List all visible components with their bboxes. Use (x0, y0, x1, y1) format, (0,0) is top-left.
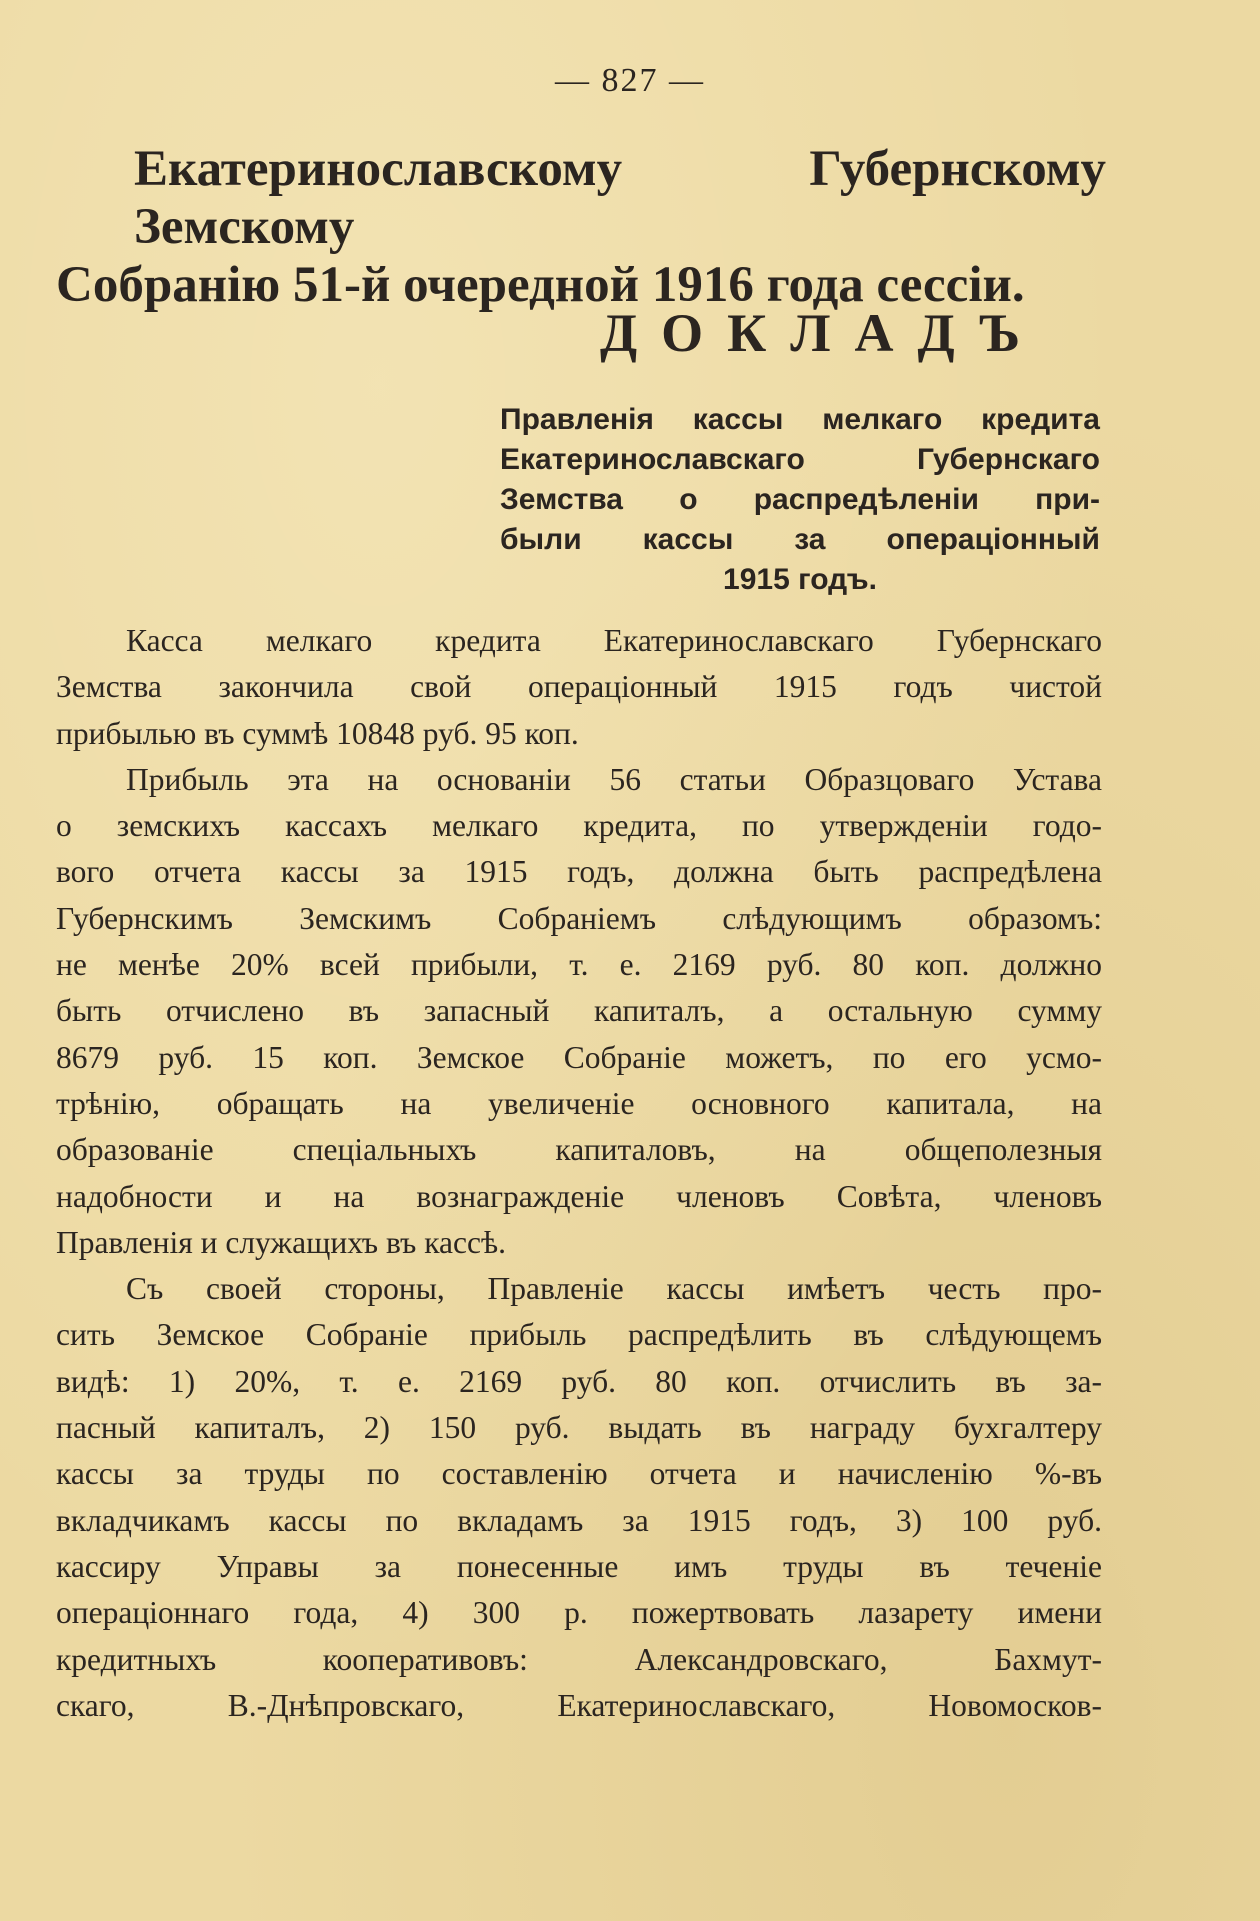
text-line: кредитныхъ кооперативовъ: Александровскаго, Бахмут- (56, 1641, 1102, 1677)
text-line: сить Земское Собраніе прибыль распредѣлить въ слѣдующемъ (56, 1317, 1102, 1353)
page-number: — 827 — (555, 62, 705, 99)
text-line: образованіе спеціальныхъ капиталовъ, на общеполезныя (56, 1132, 1102, 1168)
text-line: Правленія и служащихъ въ кассѣ. (56, 1224, 506, 1260)
text-line: о земскихъ кассахъ мелкаго кредита, по утвержденіи годо- (56, 808, 1102, 844)
text-line: 8679 руб. 15 коп. Земское Собраніе можетъ, по его усмо- (56, 1039, 1102, 1075)
subtitle-line: 1915 годъ. (723, 563, 877, 596)
text-line: кассиру Управы за понесенные имъ труды въ теченіе (56, 1548, 1102, 1584)
text-line: Земства закончила свой операціонный 1915 годъ чистой (56, 669, 1102, 705)
subtitle-line: Екатеринославскаго Губернскаго (500, 443, 1100, 476)
text-line: Съ своей стороны, Правленіе кассы имѣетъ честь про- (126, 1271, 1102, 1307)
subtitle-line: Земства о распредѣленіи при- (500, 483, 1100, 516)
text-line: вкладчикамъ кассы по вкладамъ за 1915 годъ, 3) 100 руб. (56, 1502, 1102, 1538)
text-line: видѣ: 1) 20%, т. е. 2169 руб. 80 коп. отчислить въ за- (56, 1363, 1102, 1399)
text-line: кассы за труды по составленію отчета и начисленію %-въ (56, 1456, 1102, 1492)
document-title: ДОКЛАДЪ (600, 303, 1045, 363)
text-line: вого отчета кассы за 1915 годъ, должна быть распредѣлена (56, 854, 1102, 890)
text-line: скаго, В.-Днѣпровскаго, Екатеринославскаго, Новомосков- (56, 1687, 1102, 1723)
text-line: пасный капиталъ, 2) 150 руб. выдать въ награду бухгалтеру (56, 1410, 1102, 1446)
text-line: Губернскимъ Земскимъ Собраніемъ слѣдующимъ образомъ: (56, 900, 1102, 936)
subtitle-line: Правленія кассы мелкаго кредита (500, 403, 1100, 436)
text-line: операціоннаго года, 4) 300 р. пожертвовать лазарету имени (56, 1595, 1102, 1631)
text-line: Касса мелкаго кредита Екатеринославскаго Губернскаго (126, 623, 1102, 658)
address-heading (56, 140, 1106, 314)
report-subtitle (500, 400, 1100, 600)
text-line: надобности и на вознагражденіе членовъ Совѣта, членовъ (56, 1178, 1102, 1214)
body-text (56, 618, 1102, 1729)
text-line: прибылью въ суммѣ 10848 руб. 95 коп. (56, 715, 579, 751)
address-line-1: Екатеринославскому Губернскому Земскому (134, 141, 1106, 255)
address-line-2: Собранію 51-й очередной 1916 года сессіи. (56, 257, 1025, 313)
text-line: не менѣе 20% всей прибыли, т. е. 2169 руб. 80 коп. должно (56, 947, 1102, 983)
text-line: трѣнію, обращать на увеличеніе основного капитала, на (56, 1085, 1102, 1121)
text-line: быть отчислено въ запасный капиталъ, а остальную сумму (56, 993, 1102, 1029)
subtitle-line: были кассы за операціонный (500, 523, 1100, 556)
text-line: Прибыль эта на основаніи 56 статьи Образцоваго Устава (126, 761, 1102, 797)
